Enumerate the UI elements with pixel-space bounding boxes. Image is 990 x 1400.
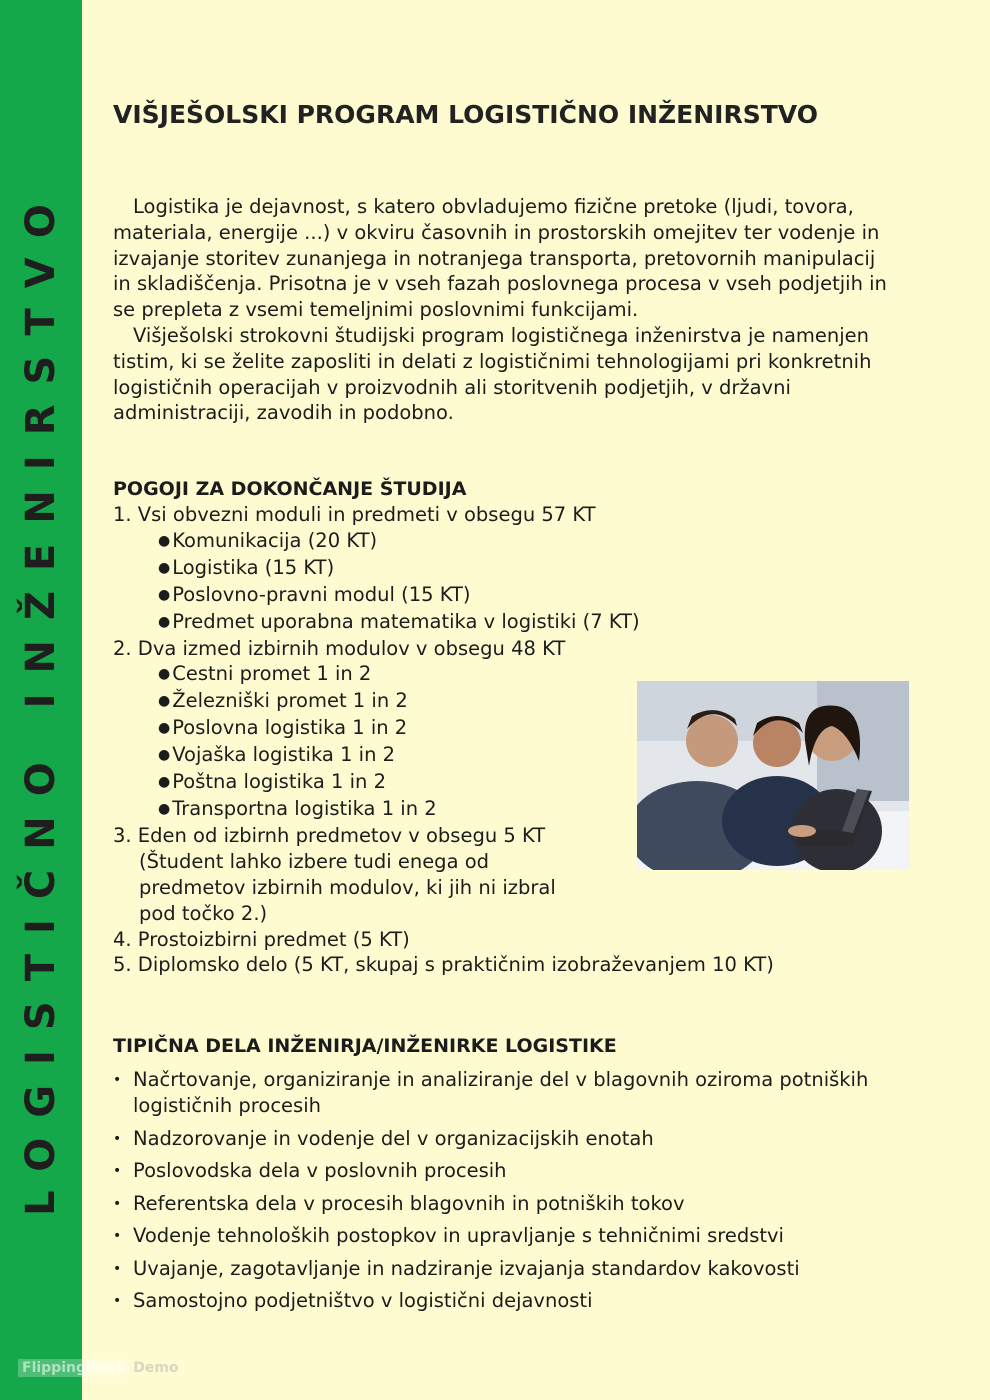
list-item: ● Logistika (15 KT) bbox=[158, 555, 335, 579]
list-item-text: Poštna logistika 1 in 2 bbox=[172, 770, 386, 794]
list-item: ● Predmet uporabna matematika v logistiki (7 KT) bbox=[158, 609, 640, 633]
list-item-text: Uvajanje, zagotavljanje in nadziranje izvajanja standardov kakovosti bbox=[133, 1256, 800, 1280]
list-item: ● Poslovna logistika 1 in 2 bbox=[158, 716, 408, 740]
list-item: ● Transportna logistika 1 in 2 bbox=[158, 796, 437, 820]
side-bar bbox=[0, 0, 82, 1400]
list-item: ● Cestni promet 1 in 2 bbox=[158, 662, 372, 686]
list-item: • Uvajanje, zagotavljanje in nadziranje izvajanja standardov kakovosti bbox=[113, 1256, 800, 1280]
condition-item-3-note: (Študent lahko izbere tudi enega od bbox=[139, 849, 490, 873]
list-item: • Vodenje tehnoloških postopkov in upravljanje s tehničnimi sredstvi bbox=[113, 1224, 784, 1247]
people-at-laptop-photo bbox=[637, 681, 909, 870]
list-item-text: Komunikacija (20 KT) bbox=[172, 528, 378, 552]
list-item: ● Poslovno-pravni modul (15 KT) bbox=[158, 582, 471, 606]
list-item-text: Nadzorovanje in vodenje del v organizacijskih enotah bbox=[133, 1126, 654, 1150]
condition-item-5: 5. Diplomsko delo (5 KT, skupaj s praktičnim izobraževanjem 10 KT) bbox=[113, 953, 774, 977]
watermark bbox=[18, 1360, 179, 1376]
condition-item-2: 2. Dva izmed izbirnih modulov v obsegu 48 KT bbox=[113, 636, 566, 660]
list-item: • Načrtovanje, organiziranje in analiziranje del v blagovnih oziroma potniških logističnih procesih bbox=[113, 1067, 913, 1119]
page-title: VIŠJEŠOLSKI PROGRAM LOGISTIČNO INŽENIRSTVO bbox=[113, 100, 818, 129]
list-item: • Nadzorovanje in vodenje del v organizacijskih enotah bbox=[113, 1126, 654, 1150]
jobs-section bbox=[113, 1033, 913, 1321]
list-item: ● Železniški promet 1 in 2 bbox=[158, 689, 408, 713]
intro-paragraph-1: Logistika je dejavnost, s katero obvladujemo fizične pretoke (ljudi, tovora, materiala, energije ...) v okviru časovnih in prostorskih omejitev ter vodenje in izvajanje storitev zunanjega in notranjega transporta, pretovornih manipulacij in skladiščenja. Prisotna je v vseh fazah poslovnega procesa v vseh podjetjih in se prepleta z vsemi temeljnimi poslovnimi funkcijami. bbox=[113, 195, 887, 322]
list-item-text: Železniški promet 1 in 2 bbox=[172, 689, 408, 713]
jobs-heading: TIPIČNA DELA INŽENIRJA/INŽENIRKE LOGISTIKE bbox=[113, 1035, 617, 1057]
watermark-label: Demo bbox=[133, 1360, 179, 1376]
list-item-text: Poslovno-pravni modul (15 KT) bbox=[172, 582, 471, 606]
watermark-brand: FlippingBook bbox=[18, 1359, 129, 1377]
list-item-text: Logistika (15 KT) bbox=[172, 555, 335, 579]
conditions-heading: POGOJI ZA DOKONČANJE ŠTUDIJA bbox=[113, 478, 467, 500]
list-item-text: Vodenje tehnoloških postopkov in upravljanje s tehničnimi sredstvi bbox=[133, 1224, 784, 1247]
condition-item-3-note: predmetov izbirnih modulov, ki jih ni izbral bbox=[139, 875, 556, 899]
jobs-list bbox=[113, 1067, 913, 1314]
list-item: • Samostojno podjetništvo v logistični dejavnosti bbox=[113, 1289, 593, 1312]
list-item-text: Poslovna logistika 1 in 2 bbox=[172, 716, 408, 740]
side-title: LOGISTIČNO INŽENIRSTVO bbox=[18, 184, 64, 1216]
list-item: ● Poštna logistika 1 in 2 bbox=[158, 770, 386, 794]
list-item: • Referentska dela v procesih blagovnih in potniških tokov bbox=[113, 1191, 685, 1215]
list-item-text: Transportna logistika 1 in 2 bbox=[172, 796, 437, 820]
list-item-text: Samostojno podjetništvo v logistični dejavnosti bbox=[133, 1289, 593, 1312]
list-item: • Poslovodska dela v poslovnih procesih bbox=[113, 1159, 507, 1182]
list-item: ● Vojaška logistika 1 in 2 bbox=[158, 743, 396, 767]
list-item-text: Poslovodska dela v poslovnih procesih bbox=[133, 1159, 507, 1182]
condition-item-4: 4. Prostoizbirni predmet (5 KT) bbox=[113, 927, 410, 951]
intro-section bbox=[113, 194, 893, 426]
list-item-text: Predmet uporabna matematika v logistiki (7 KT) bbox=[172, 609, 640, 633]
list-item: ● Komunikacija (20 KT) bbox=[158, 528, 378, 552]
intro-paragraph-2: Višješolski strokovni študijski program logističnega inženirstva je namenjen tistim, ki se želite zaposliti in delati z logističnimi tehnologijami pri konkretnih logističnih operacijah v proizvodnih ali storitvenih podjetjih, v državni administraciji, zavodih in podobno. bbox=[113, 323, 872, 425]
condition-1-sublist bbox=[113, 528, 913, 636]
condition-item-1: 1. Vsi obvezni moduli in predmeti v obsegu 57 KT bbox=[113, 503, 596, 526]
list-item-text: Vojaška logistika 1 in 2 bbox=[172, 743, 396, 767]
list-item-text: Referentska dela v procesih blagovnih in potniških tokov bbox=[133, 1191, 685, 1215]
condition-item-3-note: pod točko 2.) bbox=[139, 901, 268, 925]
list-item-text: Načrtovanje, organiziranje in analiziranje del v blagovnih oziroma potniških logističnih procesih bbox=[133, 1068, 869, 1117]
condition-item-3: 3. Eden od izbirnh predmetov v obsegu 5 KT bbox=[113, 823, 546, 847]
list-item-text: Cestni promet 1 in 2 bbox=[172, 662, 372, 686]
